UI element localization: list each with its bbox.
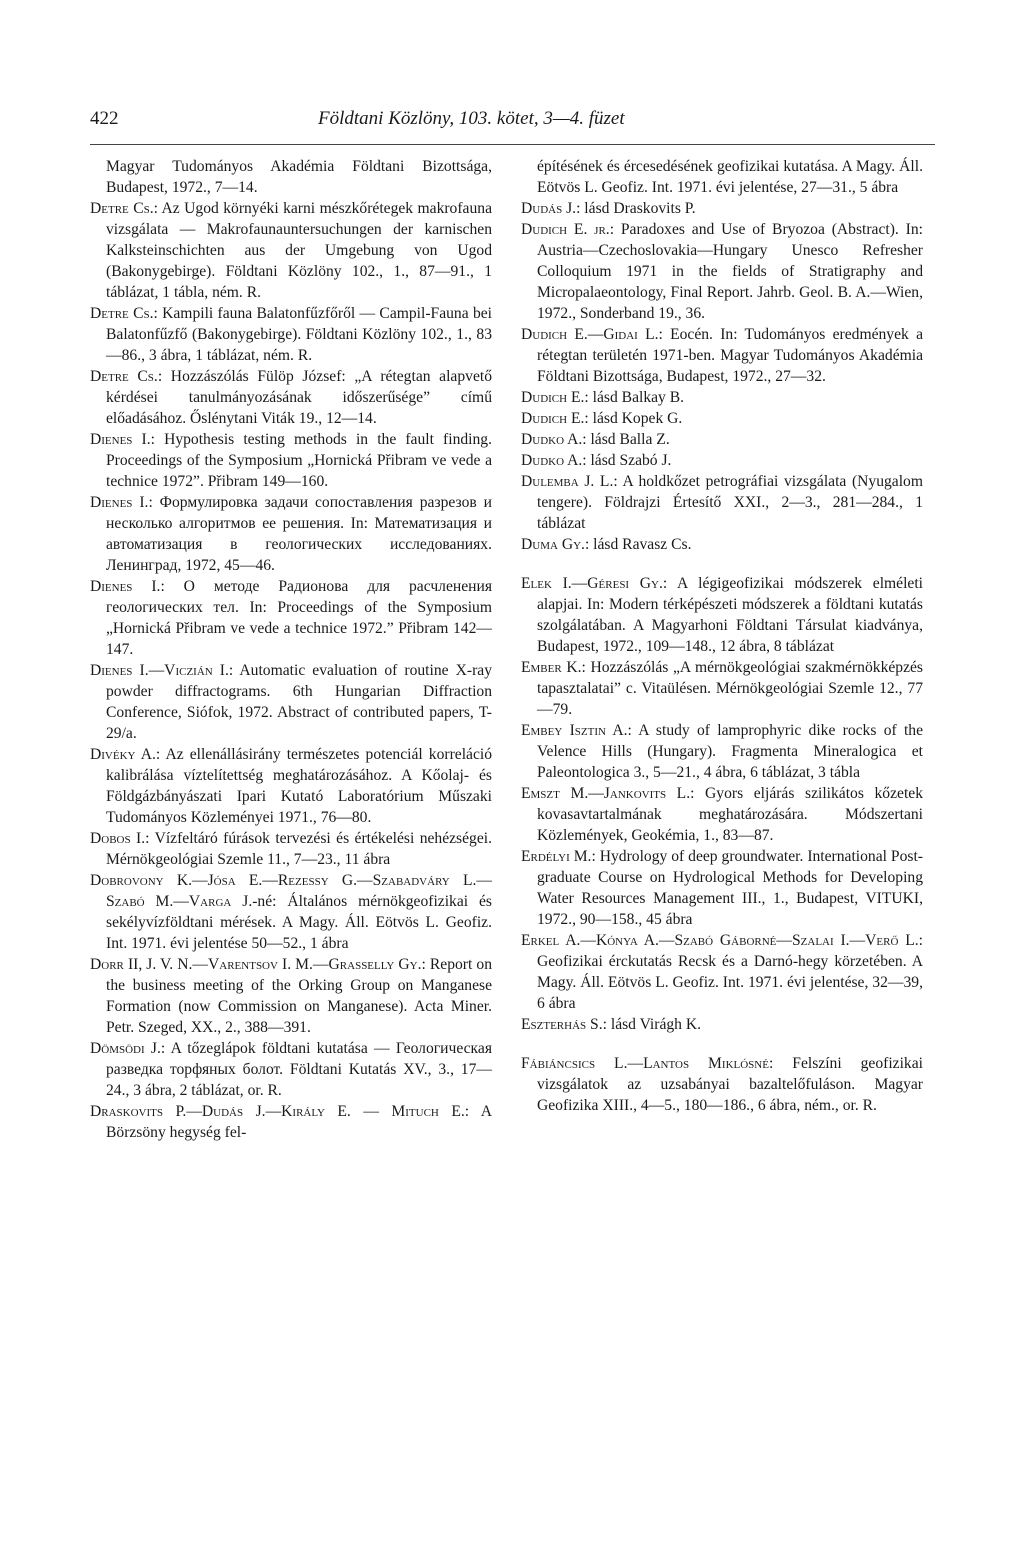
bibliography-entry xyxy=(90,303,492,366)
entry-author: Fábiáncsics L.—Lantos Miklósné xyxy=(521,1055,769,1072)
bibliography-entry xyxy=(521,387,923,408)
letter-group-gap xyxy=(521,555,923,573)
entry-author: Dudich E.—Gidai L. xyxy=(521,326,659,343)
bibliography-entry xyxy=(521,156,923,198)
entry-text: : lásd Balla Z. xyxy=(582,431,670,448)
entry-author: Dudás J. xyxy=(521,200,577,217)
entry-text: : A tőzeglápok földtani kutatása — Геологическая разведка торфяных болот. Földtani Kutatás XV., 3., 17—24., 3 ábra, 2 táblázat, or. R. xyxy=(106,1040,492,1099)
entry-text: : lásd Kopek G. xyxy=(584,410,683,427)
bibliography-entry xyxy=(90,828,492,870)
entry-author: Elek I.—Géresi Gy. xyxy=(521,575,663,592)
bibliography-entry xyxy=(521,219,923,324)
entry-text: -né: Általános mérnökgeofizikai és sekélyvízföldtani mérések. A Magy. Áll. Eötvös L. Geofiz. Int. 1971. évi jelentése 50—52., 1 ábra xyxy=(106,893,492,952)
bibliography-entry xyxy=(521,720,923,783)
entry-author: Eszterhás S. xyxy=(521,1016,603,1033)
entry-text: : Report on the business meeting of the Orking Group on Manganese Formation (now Commission on Manganese). Acta Miner. Petr. Szeged, XX., 2., 388—391. xyxy=(106,956,492,1036)
entry-text: : A légigeofizikai módszerek elméleti alapjai. In: Modern térképészeti módszerek a földtani kutatás szolgálatában. A Magyarhoni Földtani Társulat kiadványa, Budapest, 1972., 109—148., 12 ábra, 8 táblázat xyxy=(537,575,923,655)
bibliography-entry xyxy=(521,429,923,450)
bibliography-entry xyxy=(90,870,492,954)
right-column xyxy=(521,156,923,1116)
bibliography-entry xyxy=(521,1053,923,1116)
entry-author: Dobos I. xyxy=(90,830,146,847)
entry-author: Dudich E. jr. xyxy=(521,221,610,238)
bibliography-entry xyxy=(521,324,923,387)
entry-author: Ember K. xyxy=(521,659,582,676)
entry-text: : Hydrology of deep groundwater. International Post-graduate Course on Hydrological Methods for Developing Water Resources Management III., 1., Budapest, VITUKI, 1972., 90—158., 45 ábra xyxy=(537,848,923,928)
entry-text: : Hozzászólás „A mérnökgeológiai szakmérnökképzés tapasztalatai” c. Vitaülésen. Mérnökgeológiai Szemle 12., 77—79. xyxy=(537,659,923,718)
entry-author: Duma Gy. xyxy=(521,536,585,553)
entry-author: Dudich E. xyxy=(521,410,585,427)
entry-text: : lásd Szabó J. xyxy=(582,452,672,469)
entry-author: Dienes I. xyxy=(90,494,149,511)
bibliography-entry xyxy=(90,156,492,198)
bibliography-entry xyxy=(90,1038,492,1101)
entry-text: : Vízfeltáró fúrások tervezési és értékelési nehézségei. Mérnökgeológiai Szemle 11., 7—23., 11 ábra xyxy=(106,830,492,868)
entry-text: : Eocén. In: Tudományos eredmények a rétegtan területén 1971-ben. Magyar Tudományos Akadémia Földtani Bizottsága, Budapest, 1972., 27—32. xyxy=(537,326,923,385)
page-header xyxy=(90,104,935,145)
bibliography-entry xyxy=(90,744,492,828)
entry-author: Draskovits P.—Dudás J.—Király E. — Mituch E. xyxy=(90,1103,465,1120)
entry-author: Dömsödi J. xyxy=(90,1040,161,1057)
entry-text: : Hozzászólás Fülöp József: „A rétegtan alapvető kérdései tanulmányozásának időszerűsége” című előadásához. Őslénytani Viták 19., 12—14. xyxy=(106,368,492,427)
entry-author: Detre Cs. xyxy=(90,305,154,322)
entry-text: : Gyors eljárás szilikátos kőzetek kovasavtartalmának meghatározására. Módszertani Közlemények, Geokémia, 1., 83—87. xyxy=(537,785,923,844)
entry-author: Dienes I.—Viczián I. xyxy=(90,662,229,679)
entry-text: : Az Ugod környéki karni mészkőrétegek makrofauna vizsgálata — Makrofaunauntersuchungen der karnischen Kalksteinschichten aus der Umgebung von Ugod (Bakonygebirge). Földtani Közlöny 102., 1., 87—91., 1 táblázat, 1 tábla, ném. R. xyxy=(106,200,492,301)
bibliography-entry xyxy=(521,450,923,471)
bibliography-entry xyxy=(521,657,923,720)
bibliography-entry xyxy=(521,846,923,930)
entry-author: Dudko A. xyxy=(521,431,583,448)
bibliography-entry xyxy=(90,576,492,660)
bibliography-entry xyxy=(521,573,923,657)
entry-text: : Kampili fauna Balatonfűzfőről — Campil-Fauna bei Balatonfűzfő (Bakonygebirge). Földtani Közlöny 102., 1., 83—86., 3 ábra, 1 táblázat, ném. R. xyxy=(106,305,492,364)
entry-author: Dienes I. xyxy=(90,431,151,448)
bibliography-entry xyxy=(521,930,923,1014)
entry-author: Erdélyi M. xyxy=(521,848,592,865)
entry-text: : Формулировка задачи сопоставления разрезов и несколько алгоритмов ее решения. In: Математизация и автоматизация в геологических исследованиях. Ленинград, 1972, 45—46. xyxy=(106,494,492,574)
bibliography-entry xyxy=(90,660,492,744)
entry-author: Detre Cs. xyxy=(90,200,154,217)
bibliography-entry xyxy=(90,492,492,576)
entry-text: : О методе Радионова для расчленения геологических тел. In: Proceedings of the Symposium „Hornická Přibram ve vede a technice 1972.” Přibram 142—147. xyxy=(106,578,492,658)
entry-author: Detre Cs. xyxy=(90,368,158,385)
running-title: Földtani Közlöny, 103. kötet, 3—4. füzet xyxy=(318,108,625,129)
bibliography-entry xyxy=(90,198,492,303)
entry-author: Dulemba J. L. xyxy=(521,473,614,490)
entry-text: : Automatic evaluation of routine X-ray powder diffractograms. 6th Hungarian Diffraction Conference, Siófok, 1972. Abstract of contributed papers, T-29/a. xyxy=(106,662,492,742)
entry-author: Dudich E. xyxy=(521,389,585,406)
bibliography-entry xyxy=(90,1101,492,1143)
entry-author: Dorr II, J. V. N.—Varentsov I. M.—Grasselly Gy. xyxy=(90,956,422,973)
entry-author: Divéky A. xyxy=(90,746,156,763)
bibliography-entry xyxy=(90,954,492,1038)
bibliography-entry xyxy=(521,471,923,534)
entry-text: : Hypothesis testing methods in the fault finding. Proceedings of the Symposium „Hornická Přibram ve vede a technice 1972”. Přibram 149—160. xyxy=(106,431,492,490)
entry-author: Dobrovony K.—Jósa E.—Rezessy G.—Szabadváry L.—Szabó M.—Varga J. xyxy=(90,872,492,910)
entry-text: : lásd Balkay B. xyxy=(584,389,685,406)
bibliography-entry xyxy=(521,1014,923,1035)
entry-text: : Geofizikai érckutatás Recsk és a Darnó-hegy körzetében. A Magy. Áll. Eötvös L. Geofiz. Int. 1971. évi jelentése, 32—39, 6 ábra xyxy=(537,932,923,1012)
bibliography-entry xyxy=(521,198,923,219)
entry-text: : Az ellenállásirány természetes potenciál korreláció kalibrálása víztelítettség meghatározásához. A Kőolaj- és Földgázbányászati Ipari Kutató Laboratórium Műszaki Tudományos Közleményei 1971., 76—80. xyxy=(106,746,492,826)
entry-author: Dienes I. xyxy=(90,578,161,595)
page-number: 422 xyxy=(90,108,119,129)
entry-author: Embey Isztin A. xyxy=(521,722,628,739)
left-column xyxy=(90,156,492,1143)
entry-text: Magyar Tudományos Akadémia Földtani Bizottsága, Budapest, 1972., 7—14. xyxy=(106,158,492,196)
entry-text: : Paradoxes and Use of Bryozoa (Abstract). In: Austria—Czechoslovakia—Hungary Unesco Refresher Colloquium 1971 in the fields of Stratigraphy and Micropalaeontology, Final Report. Jahrb. Geol. B. A.—Wien, 1972., Sonderband 19., 36. xyxy=(537,221,923,322)
entry-text: : lásd Ravasz Cs. xyxy=(584,536,692,553)
bibliography-entry xyxy=(90,366,492,429)
entry-text: : A Börzsöny hegység fel- xyxy=(106,1103,492,1141)
entry-text: : lásd Draskovits P. xyxy=(576,200,696,217)
entry-author: Erkel A.—Kónya A.—Szabó Gáborné—Szalai I.—Verő L. xyxy=(521,932,919,949)
entry-author: Emszt M.—Jankovits L. xyxy=(521,785,691,802)
entry-text: : A study of lamprophyric dike rocks of the Velence Hills (Hungary). Fragmenta Mineralogica et Paleontologica 3., 5—21., 4 ábra, 6 táblázat, 3 tábla xyxy=(537,722,924,781)
bibliography-entry xyxy=(521,783,923,846)
entry-text: : A holdkőzet petrográfiai vizsgálata (Nyugalom tengere). Földrajzi Értesítő XXI., 2—3., 281—284., 1 táblázat xyxy=(537,473,923,532)
entry-text: : Felszíni geofizikai vizsgálatok az uzsabányai bazaltelőfuláson. Magyar Geofizika XIII., 4—5., 180—186., 6 ábra, ném., or. R. xyxy=(537,1055,923,1114)
bibliography-entry xyxy=(521,408,923,429)
bibliography-entry xyxy=(521,534,923,555)
entry-text: : lásd Virágh K. xyxy=(602,1016,702,1033)
entry-text: építésének és ércesedésének geofizikai kutatása. A Magy. Áll. Eötvös L. Geofiz. Int. 1971. évi jelentése, 27—31., 5 ábra xyxy=(537,158,923,196)
letter-group-gap xyxy=(521,1035,923,1053)
entry-author: Dudko A. xyxy=(521,452,583,469)
bibliography-entry xyxy=(90,429,492,492)
